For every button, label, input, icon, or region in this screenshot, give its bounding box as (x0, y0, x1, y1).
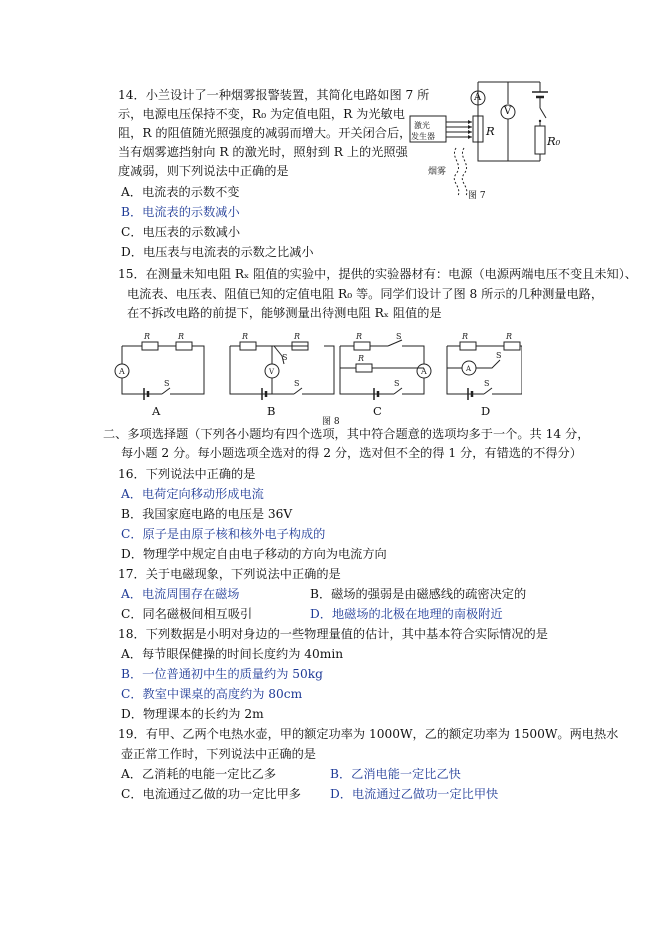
svg-text:R: R (178, 332, 185, 341)
figure-8-panel-d: D (481, 404, 491, 418)
svg-text:S: S (164, 379, 170, 388)
q19-line-1: 19．有甲、乙两个电热水壶，甲的额定功率为 1000W，乙的额定功率为 1500W。两电热水 (118, 727, 619, 741)
svg-text:S: S (496, 351, 502, 360)
q19-option-c: C．电流通过乙做的功一定比甲多 (121, 787, 301, 801)
figure-8-panel-a: A (152, 404, 161, 418)
q14-line-4: 当有烟雾遮挡射向 R 的激光时，照射到 R 上的光照强 (118, 145, 408, 159)
svg-text:S: S (484, 379, 490, 388)
q18-option-c: C．教室中课桌的高度约为 80cm (121, 687, 303, 701)
q15-line-2: 电流表、电压表、阻值已知的定值电阻 R₀ 等。同学们设计了图 8 所示的几种测量电路， (127, 287, 604, 301)
figure-8-circuits (112, 326, 522, 418)
svg-text:R: R (506, 332, 513, 341)
ammeter-label: A (474, 92, 482, 103)
q16-option-a: A．电荷定向移动形成电流 (121, 487, 264, 501)
q14-line-2: 示，电源电压保持不变，R₀ 为定值电阻，R 为光敏电 (118, 107, 405, 121)
figure-7-caption: 图 7 (468, 191, 486, 201)
q14-option-a: A．电流表的示数不变 (121, 185, 240, 199)
figure-8-panel-b: B (267, 404, 276, 418)
q14-option-c: C．电压表的示数减小 (121, 225, 241, 239)
section-2-line-1: 二、多项选择题（下列各小题均有四个选项，其中符合题意的选项均多于一个。共 14 分， (103, 427, 590, 441)
q16-option-c: C．原子是由原子核和核外电子构成的 (121, 527, 326, 541)
svg-text:S: S (294, 379, 300, 388)
svg-text:R: R (294, 332, 301, 341)
svg-text:S: S (282, 353, 288, 362)
r0-label: R₀ (547, 134, 561, 148)
figure-8-panel-c: C (373, 404, 382, 418)
q18-option-a: A．每节眼保健操的时间长度约为 40min (121, 647, 344, 661)
svg-text:V: V (269, 368, 275, 376)
svg-text:R: R (358, 354, 365, 363)
laser-label-1: 激光 (414, 121, 430, 130)
q14-line-3: 阻，R 的阻值随光照强度的减弱而增大。开关闭合后， (118, 126, 412, 140)
q18-option-b: B．一位普通初中生的质量约为 50kg (121, 667, 323, 681)
q17-option-a: A．电流周围存在磁场 (121, 587, 240, 601)
q14-line-1: 14．小兰设计了一种烟雾报警装置，其简化电路如图 7 所 (118, 88, 430, 102)
svg-text:A: A (119, 367, 125, 376)
q17-option-b: B．磁场的强弱是由磁感线的疏密决定的 (310, 587, 527, 601)
q18-option-d: D．物理课本的长约为 2m (121, 707, 264, 721)
svg-text:R: R (242, 332, 249, 341)
q14-line-5: 度减弱，则下列说法中正确的是 (118, 164, 289, 178)
q16-option-d: D．物理学中规定自由电子移动的方向为电流方向 (121, 547, 387, 561)
svg-text:R: R (462, 332, 469, 341)
q17-stem: 17．关于电磁现象，下列说法中正确的是 (118, 567, 341, 581)
q19-option-b: B．乙消电能一定比乙快 (330, 767, 461, 781)
q16-stem: 16．下列说法中正确的是 (118, 467, 256, 481)
q15-line-3: 在不拆改电路的前提下，能够测量出待测电阻 Rₓ 阻值的是 (127, 306, 442, 320)
q19-line-2: 壶正常工作时，下列说法中正确的是 (121, 747, 316, 761)
q17-option-d: D．地磁场的北极在地理的南极附近 (310, 607, 503, 621)
q14-option-d: D．电压表与电流表的示数之比减小 (121, 245, 314, 259)
svg-text:A: A (421, 367, 427, 376)
svg-text:S: S (396, 332, 402, 341)
r-label: R (486, 124, 495, 138)
smoke-label: 烟雾 (428, 167, 447, 177)
svg-text:A: A (466, 365, 472, 373)
q14-option-b: B．电流表的示数减小 (121, 205, 240, 219)
figure-8-caption: 图 8 (322, 417, 340, 427)
q18-stem: 18．下列数据是小明对身边的一些物理量值的估计，其中基本符合实际情况的是 (118, 627, 548, 641)
section-2-line-2: 每小题 2 分。每小题选项全选对的得 2 分，选对但不全的得 1 分，有错选的不得分） (121, 446, 582, 460)
q19-option-a: A．乙消耗的电能一定比乙多 (121, 767, 277, 781)
laser-label-2: 发生器 (411, 132, 435, 141)
q15-line-1: 15．在测量未知电阻 Rₓ 阻值的实验中，提供的实验器材有：电源（电源两端电压不变且未知）、 (118, 267, 637, 281)
voltmeter-label: V (504, 106, 512, 117)
q16-option-b: B．我国家庭电路的电压是 36V (121, 507, 293, 521)
q19-option-d: D．电流通过乙做功一定比甲快 (330, 787, 499, 801)
svg-text:R: R (356, 332, 363, 341)
q17-option-c: C．同名磁极间相互吸引 (121, 607, 253, 621)
svg-text:R: R (144, 332, 151, 341)
svg-text:S: S (394, 379, 400, 388)
